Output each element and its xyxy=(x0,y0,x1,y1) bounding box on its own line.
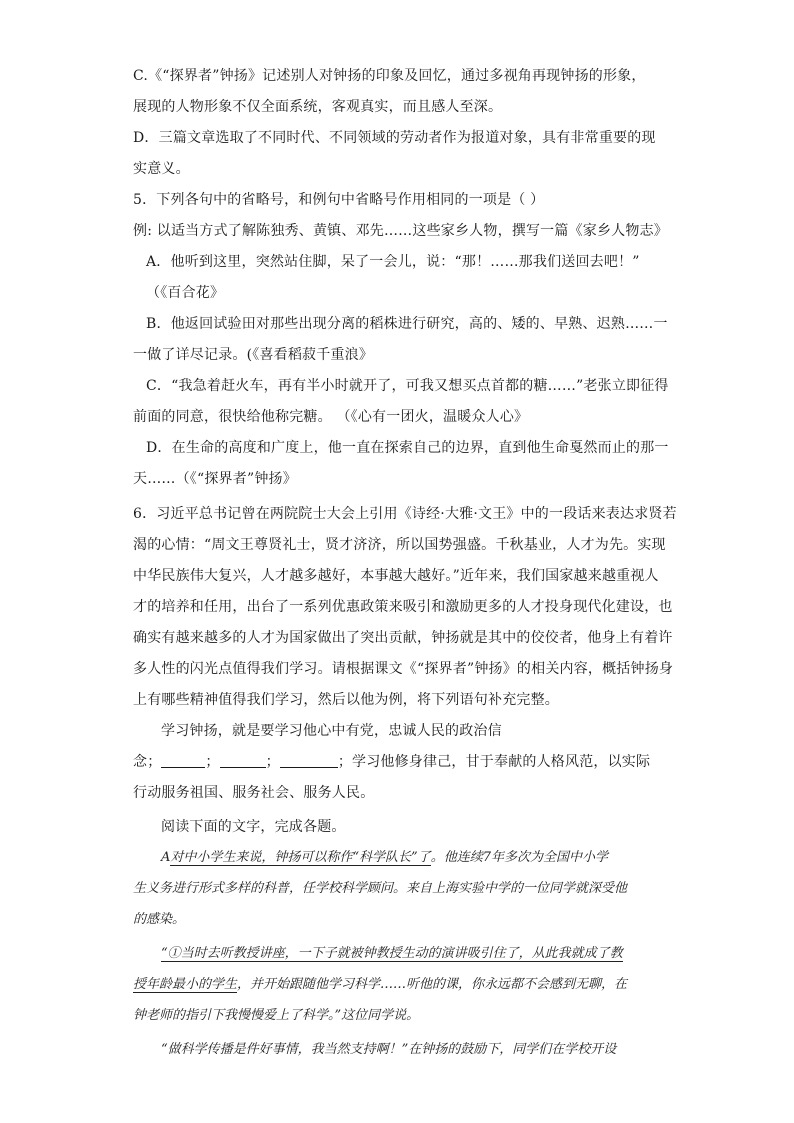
q6-line3: 中华民族伟大复兴，人才越多越好，本事越大越好。”近年来，我们国家越来越重视人 xyxy=(133,568,659,584)
q5-option-a-line2: （《百合花》 xyxy=(146,285,225,301)
paragraph-marker: A xyxy=(161,850,171,865)
underlined-sentence-1: “①当时去听教授讲座，一下子就被钟教授生动的演讲吸引住了，从此我就成了教 xyxy=(161,946,623,961)
answer-blank-1[interactable] xyxy=(161,753,205,768)
q6-fill-line3: 行动服务祖国、服务社会、服务人民。 xyxy=(133,785,375,801)
q6-fill-line1: 学习钟扬，就是要学习他心中有党，忠诚人民的政治信 xyxy=(161,723,502,739)
q5-option-c-line2: 前面的同意，很快给他称完糖。 （《心有一团火，温暖众人心》 xyxy=(133,409,529,425)
q5-option-d-line1: D．在生命的高度和广度上，他一直在探索自己的边界，直到他生命戛然而止的那一 xyxy=(146,440,669,456)
q5-stem: 5．下列各句中的省略号，和例句中省略号作用相同的一项是（ ） xyxy=(133,192,545,208)
q4-option-d-line1: D．三篇文章选取了不同时代、不同领域的劳动者作为报道对象，具有非常重要的现 xyxy=(133,130,656,146)
article-line-2: 生义务进行形式多样的科普，任学校科学顾问。来自上海实验中学的一位同学就深受他 xyxy=(133,881,628,896)
reading-instruction: 阅读下面的文字，完成各题。 xyxy=(161,819,346,835)
q6-line4: 才的培养和任用，出台了一系列优惠政策来吸引和激励更多的人才投身现代化建设，也 xyxy=(133,599,673,615)
q6-fill-line2 xyxy=(133,752,650,772)
q4-option-c-line1: C.《“探界者”钟扬》记述别人对钟扬的印象及回忆，通过多视角再现钟扬的形象， xyxy=(133,68,646,84)
q6-line1: 6．习近平总书记曾在两院院士大会上引用《诗经·大雅·文王》中的一段话来表达求贤若 xyxy=(133,506,677,522)
article-line-1-rest: 。他连续7年多次为全国中小学 xyxy=(430,850,608,865)
article-line-5 xyxy=(133,975,627,995)
q5-option-a-line1: A．他听到这里，突然站住脚，呆了一会儿，说：“那！……那我们送回去吧！” xyxy=(146,254,640,270)
article-line-6: 钟老师的指引下我慢慢爱上了科学。”这位同学说。 xyxy=(133,1008,420,1023)
q6-fill-lead: 念； xyxy=(133,754,162,770)
q6-fill-tail: ；学习他修身律己，甘于奉献的人格风范，以实际 xyxy=(337,754,651,770)
q5-option-b-line2: 一做了详尽记录。(《喜看稻菽千重浪》 xyxy=(133,347,374,363)
q6-line6: 多人性的闪光点值得我们学习。请根据课文《“探界者”钟扬》的相关内容，概括钟扬身 xyxy=(133,661,674,677)
q5-option-c-line1: C．“我急着赶火车，再有半小时就开了，可我又想买点首都的糖……”老张立即征得 xyxy=(146,378,669,394)
answer-blank-3[interactable] xyxy=(280,753,338,768)
q6-line7: 上有哪些精神值得我们学习，然后以他为例，将下列语句补充完整。 xyxy=(133,692,559,708)
q5-option-b-line1: B．他返回试验田对那些出现分离的稻株进行研究，高的、矮的、早熟、迟熟……一 xyxy=(146,316,668,332)
article-line-3: 的感染。 xyxy=(133,912,186,927)
underlined-sentence-1-cont: 授年龄最小的学生 xyxy=(133,977,238,992)
article-line-7: “做科学传播是件好事情，我当然支持啊！”在钟扬的鼓励下，同学们在学校开设 xyxy=(161,1042,617,1057)
answer-blank-2[interactable] xyxy=(220,753,266,768)
q4-option-d-line2: 实意义。 xyxy=(133,161,190,177)
q6-line2: 渴的心情：“周文王尊贤礼士，贤才济济，所以国势强盛。千秋基业，人才为先。实现 xyxy=(133,537,666,553)
article-line-4 xyxy=(161,944,623,964)
q6-fill-separator-2: ； xyxy=(265,754,280,770)
q5-option-d-line2: 天……（《“探界者”钟扬》 xyxy=(133,471,297,487)
q6-line5: 确实有越来越多的人才为国家做出了突出贡献，钟扬就是其中的佼佼者，他身上有着许 xyxy=(133,630,673,646)
q4-option-c-line2: 展现的人物形象不仅全面系统，客观真实，而且感人至深。 xyxy=(133,99,503,115)
article-line-5-rest: ，并开始跟随他学习科学……听他的课，你永远都不会感到无聊，在 xyxy=(237,977,628,992)
q6-fill-separator-1: ； xyxy=(205,754,220,770)
underlined-sentence-a: 对中小学生来说，钟扬可以称作“科学队长”了 xyxy=(170,850,431,865)
q5-example: 例: 以适当方式了解陈独秀、黄镇、邓先……这些家乡人物，撰写一篇《家乡人物志》 xyxy=(133,223,668,239)
article-line-1 xyxy=(161,848,608,868)
